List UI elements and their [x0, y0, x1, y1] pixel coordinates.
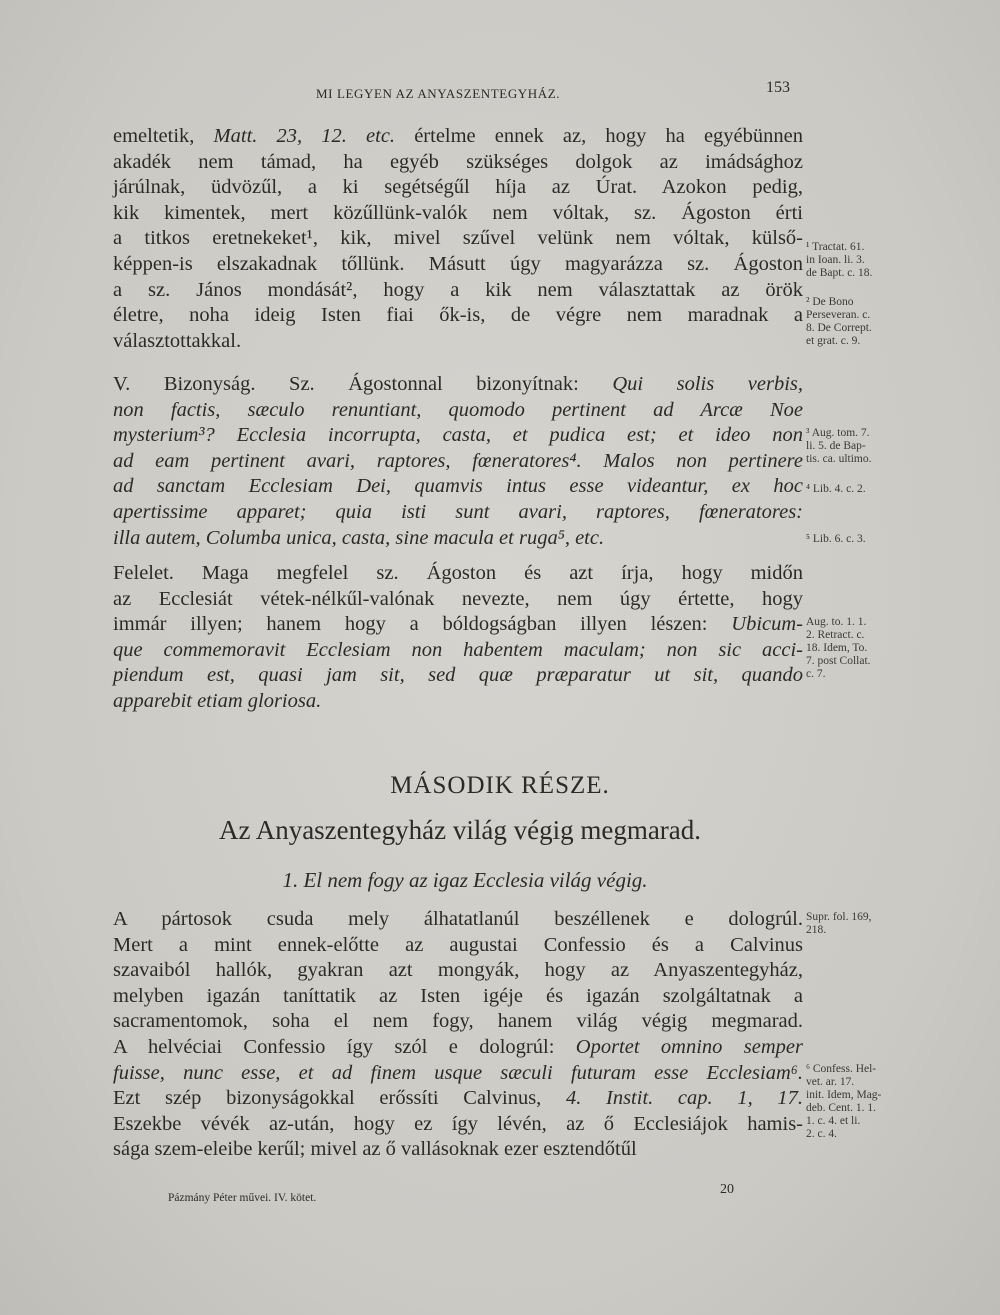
latin-text: mysterium³? Ecclesia incorrupta, casta, et pudica est; et ideo non [113, 424, 803, 447]
margin-note-8 [806, 1063, 926, 1141]
margin-note-line: 2. Retract. c. [806, 629, 865, 641]
line-text: kik kimentek, mert közűllünk-valók nem vóltak, sz. Ágoston érti [113, 201, 803, 224]
line-text: emeltetik, [113, 125, 214, 147]
margin-note-line: ¹ Tractat. 61. [806, 241, 865, 253]
paragraph-4 [113, 907, 803, 1163]
margin-note-line: et grat. c. 9. [806, 335, 861, 347]
latin-text: piendum est, quasi jam sit, sed quæ præparatur ut sit, quando [113, 664, 803, 687]
text-line [113, 612, 803, 638]
latin-text: Matt. 23, 12. etc. [213, 125, 396, 147]
part-title: Az Anyaszentegyház világ végig megmarad. [218, 815, 702, 845]
text-line [113, 303, 803, 329]
text-line [113, 526, 803, 552]
latin-text: ad sanctam Ecclesiam Dei, quamvis intus esse videantur, ex hoc [113, 475, 803, 498]
line-text: sacramentomok, soha el nem fogy, hanem világ végig megmarad. [113, 1010, 803, 1033]
text-line [113, 1137, 803, 1163]
text-line [113, 500, 803, 526]
latin-text: apparebit etiam gloriosa. [113, 689, 322, 712]
text-line [113, 638, 803, 664]
text-line [113, 124, 803, 150]
text-line [113, 1061, 803, 1087]
text-line [113, 1009, 803, 1035]
text-line [113, 329, 803, 355]
margin-note-line: ⁴ Lib. 4. c. 2. [806, 483, 866, 495]
line-text: Ezt szép bizonyságokkal erőssíti Calvinus, [113, 1087, 566, 1110]
margin-note-5 [806, 533, 926, 546]
text-line [113, 201, 803, 227]
margin-note-line: 8. De Corrept. [806, 322, 872, 334]
latin-text: 4. Instit. cap. 1, 17. [565, 1087, 803, 1110]
text-line [113, 278, 803, 304]
text-line [113, 958, 803, 984]
part-heading: MÁSODIK RÉSZE. [390, 772, 610, 799]
margin-note-line: 18. Idem, To. [806, 642, 868, 654]
margin-note-2 [806, 296, 926, 348]
text-line [113, 474, 803, 500]
margin-note-line: init. Idem, Mag- [806, 1089, 882, 1101]
margin-note-line: de Bapt. c. 18. [806, 267, 873, 279]
text-line [113, 907, 803, 933]
margin-note-line: vet. ar. 17. [806, 1076, 855, 1088]
latin-text: que commemoravit Ecclesiam non habentem maculam; non sic acci- [113, 638, 803, 661]
text-line [113, 150, 803, 176]
paragraph-3 [113, 561, 803, 715]
line-text: életre, noha ideig Isten fiai ők-is, de végre nem maradnak a [113, 304, 803, 327]
text-line [113, 449, 803, 475]
latin-text: ad eam pertinent avari, raptores, fœneratores⁴. Malos non pertinere [113, 449, 803, 472]
margin-note-7 [806, 911, 926, 937]
margin-note-3 [806, 427, 926, 466]
running-head: MI LEGYEN AZ ANYASZENTEGYHÁZ. [316, 86, 561, 101]
margin-note-line: in Ioan. li. 3. [806, 254, 865, 266]
line-text: Mert a mint ennek-előtte az augustai Confessio és a Calvinus [113, 933, 803, 956]
text-line [113, 587, 803, 613]
line-text: immár illyen; hanem hogy a bóldogságban illyen lészen: [113, 613, 732, 636]
text-line [113, 689, 803, 715]
margin-note-line: 7. post Collat. [806, 655, 871, 667]
line-text: A helvéciai Confessio így szól e dologrúl: [113, 1035, 576, 1058]
line-text: járúlnak, üdvözűl, a ki segétségűl híja az Úrat. Azokon pedig, [113, 176, 803, 199]
line-text: szavaiból hallók, gyakran azt mongyák, hogy az Anyaszentegyház, [113, 959, 803, 982]
margin-note-4 [806, 483, 926, 496]
line-text: értelme ennek az, hogy ha egyébünnen [395, 125, 803, 147]
text-line [113, 175, 803, 201]
text-line [113, 561, 803, 587]
text-line [113, 398, 803, 424]
text-line [113, 1086, 803, 1112]
margin-note-line: deb. Cent. 1. 1. [806, 1102, 876, 1114]
margin-note-line: Supr. fol. 169, [806, 911, 872, 923]
text-line [113, 1112, 803, 1138]
line-text: választottakkal. [113, 329, 242, 352]
latin-text: Oportet omnino semper [575, 1035, 803, 1058]
margin-note-line: li. 5. de Bap- [806, 440, 866, 452]
line-text: képpen-is elszakadnak tőllünk. Másutt úgy magyarázza sz. Ágoston [113, 252, 803, 275]
line-text: melyben igazán taníttatik az Isten igéje és igazán szolgáltatnak a [113, 984, 803, 1007]
margin-note-line: ² De Bono [806, 296, 854, 308]
margin-note-line: 218. [806, 924, 827, 936]
line-text: Felelet. Maga megfelel sz. Ágoston és azt írja, hogy midőn [113, 562, 803, 584]
text-line [113, 984, 803, 1010]
line-text: akadék nem támad, ha egyéb szükséges dolgok az imádsághoz [113, 150, 803, 173]
line-text: a sz. János mondását², hogy a kik nem választattak az örök [113, 278, 803, 301]
margin-note-line: ⁵ Lib. 6. c. 3. [806, 533, 866, 545]
line-text: Eszekbe vévék az-után, hogy ez így lévén, az ő Ecclesiájok hamis- [113, 1112, 803, 1135]
text-line [113, 933, 803, 959]
text-line [113, 1035, 803, 1061]
latin-text: apertissime apparet; quia isti sunt avari, raptores, fœneratores: [113, 500, 803, 523]
paragraph-2 [113, 372, 803, 551]
margin-note-line: ³ Aug. tom. 7. [806, 427, 870, 439]
latin-text: non factis, sæculo renuntiant, quomodo pertinent ad Arcæ Noe [113, 398, 803, 421]
margin-note-1 [806, 241, 926, 280]
text-line [113, 663, 803, 689]
latin-text: Ubicum- [731, 613, 803, 636]
text-line [113, 423, 803, 449]
text-line [113, 372, 803, 398]
margin-note-line: c. 7. [806, 668, 826, 680]
line-text: sága szem-eleibe kerűl; mivel az ő vallásoknak ezer esztendőtűl [113, 1138, 637, 1161]
margin-note-line: ⁶ Confess. Hel- [806, 1063, 877, 1075]
text-line [113, 226, 803, 252]
line-text: A pártosok csuda mely álhatatlanúl beszéllenek e dologrúl. [113, 908, 803, 930]
latin-text: illa autem, Columba unica, casta, sine macula et ruga⁵, etc. [113, 526, 605, 549]
text-line [113, 252, 803, 278]
latin-text: fuisse, nunc esse, et ad finem usque sæculi futuram esse Ecclesiam⁶. [113, 1061, 803, 1084]
latin-text: Qui solis verbis, [612, 373, 803, 395]
footer-imprint: Pázmány Péter művei. IV. kötet. [168, 1192, 317, 1204]
margin-note-line: 1. c. 4. et li. [806, 1115, 861, 1127]
signature-mark: 20 [720, 1182, 734, 1197]
line-text: az Ecclesiát vétek-nélkűl-valónak nevezte, nem úgy értette, hogy [113, 587, 803, 610]
margin-note-6 [806, 616, 926, 681]
margin-note-line: 2. c. 4. [806, 1128, 837, 1140]
line-text: a titkos eretnekeket¹, kik, mivel szűvel velünk nem vóltak, külső- [113, 227, 803, 250]
chapter-subheading: 1. El nem fogy az igaz Ecclesia világ végig. [282, 868, 648, 892]
margin-note-line: Aug. to. 1. 1. [806, 616, 867, 628]
page-number: 153 [766, 79, 790, 96]
margin-note-line: tis. ca. ultimo. [806, 453, 872, 465]
line-text: V. Bizonyság. Sz. Ágostonnal bizonyítnak: [113, 373, 613, 395]
paragraph-1 [113, 124, 803, 354]
margin-note-line: Perseveran. c. [806, 309, 871, 321]
